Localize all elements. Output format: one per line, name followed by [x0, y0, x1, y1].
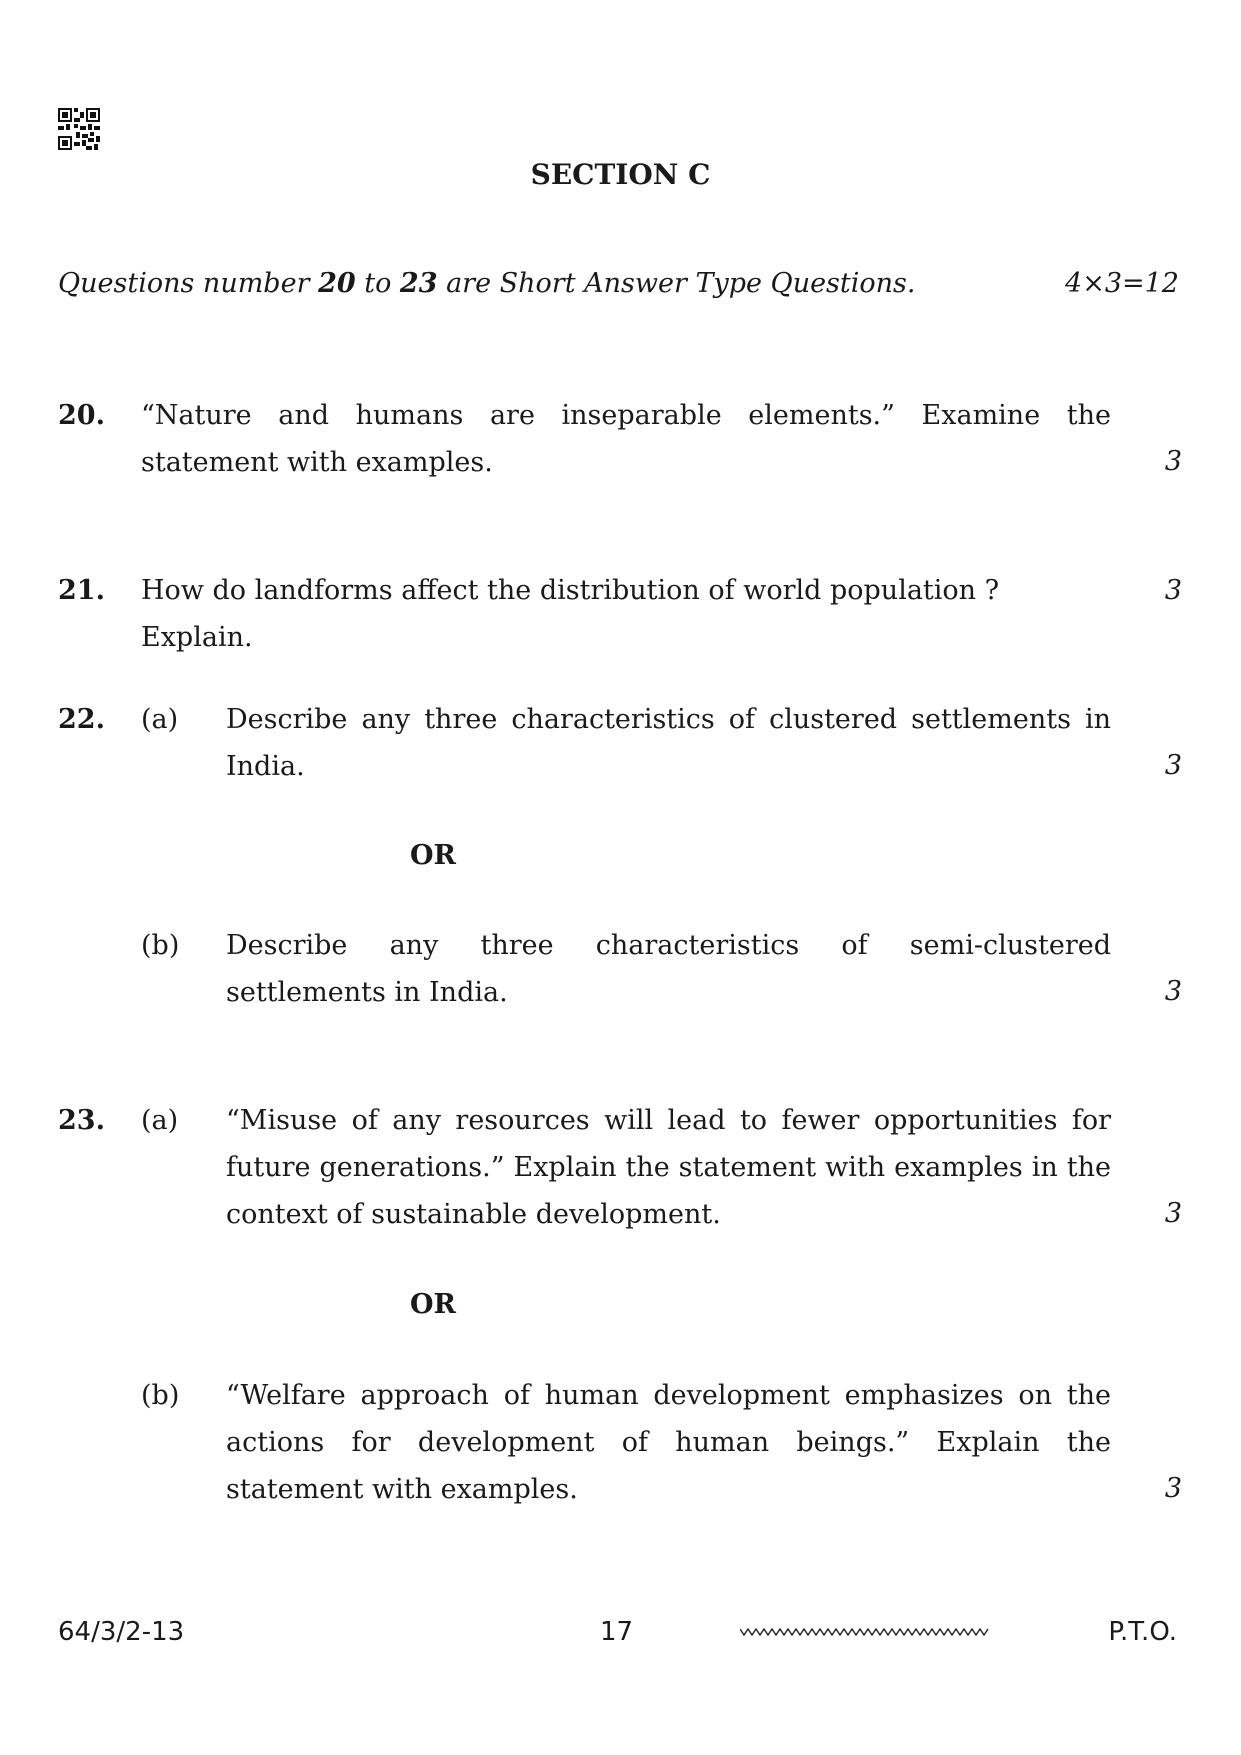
instruction-prefix: Questions number [58, 268, 319, 299]
question-text: How do landforms affect the distribution of world population ? Explain. [141, 575, 1000, 653]
subpart-text: “Welfare approach of human development emphasizes on the actions for development of human beings.” Explain the statement with examples. [226, 1380, 1111, 1505]
subpart-text: “Misuse of any resources will lead to fewer opportunities for future generations.” Explain the statement with examples in the context of sustainable development. [226, 1105, 1111, 1230]
question-marks: 3 [1164, 1198, 1182, 1229]
question-marks: 3 [1164, 750, 1182, 781]
page-number: 17 [600, 1617, 634, 1647]
instruction-suffix: are Short Answer Type Questions. [437, 268, 916, 299]
question-marks: 3 [1164, 976, 1182, 1007]
instruction-to: 23 [399, 268, 438, 299]
paper-code: 64/3/2-13 [58, 1617, 185, 1647]
question-number: 21. [58, 575, 105, 606]
subpart-text: Describe any three characteristics of semi-clustered settlements in India. [226, 930, 1111, 1008]
wavy-line-icon [740, 1626, 990, 1638]
question-number: 23. [58, 1105, 105, 1136]
subpart-label: (b) [141, 1380, 180, 1411]
pto-label: P.T.O. [1108, 1617, 1177, 1647]
qr-code-icon [58, 108, 100, 150]
section-title: SECTION C [530, 158, 711, 191]
section-instruction [58, 268, 915, 299]
instruction-middle: to [355, 268, 400, 299]
question-marks: 3 [1164, 1473, 1182, 1504]
subpart-label: (b) [141, 930, 180, 961]
subpart-label: (a) [141, 1105, 179, 1136]
question-marks: 3 [1164, 575, 1182, 606]
question-number: 20. [58, 400, 105, 431]
question-marks: 3 [1164, 446, 1182, 477]
question-number: 22. [58, 704, 105, 735]
or-separator: OR [410, 840, 456, 871]
question-text: “Nature and humans are inseparable elements.” Examine the statement with examples. [141, 400, 1111, 478]
instruction-from: 20 [318, 268, 356, 299]
or-separator: OR [410, 1289, 456, 1320]
subpart-label: (a) [141, 704, 179, 735]
subpart-text: Describe any three characteristics of clustered settlements in India. [226, 704, 1111, 782]
section-marks: 4×3=12 [1065, 268, 1179, 299]
